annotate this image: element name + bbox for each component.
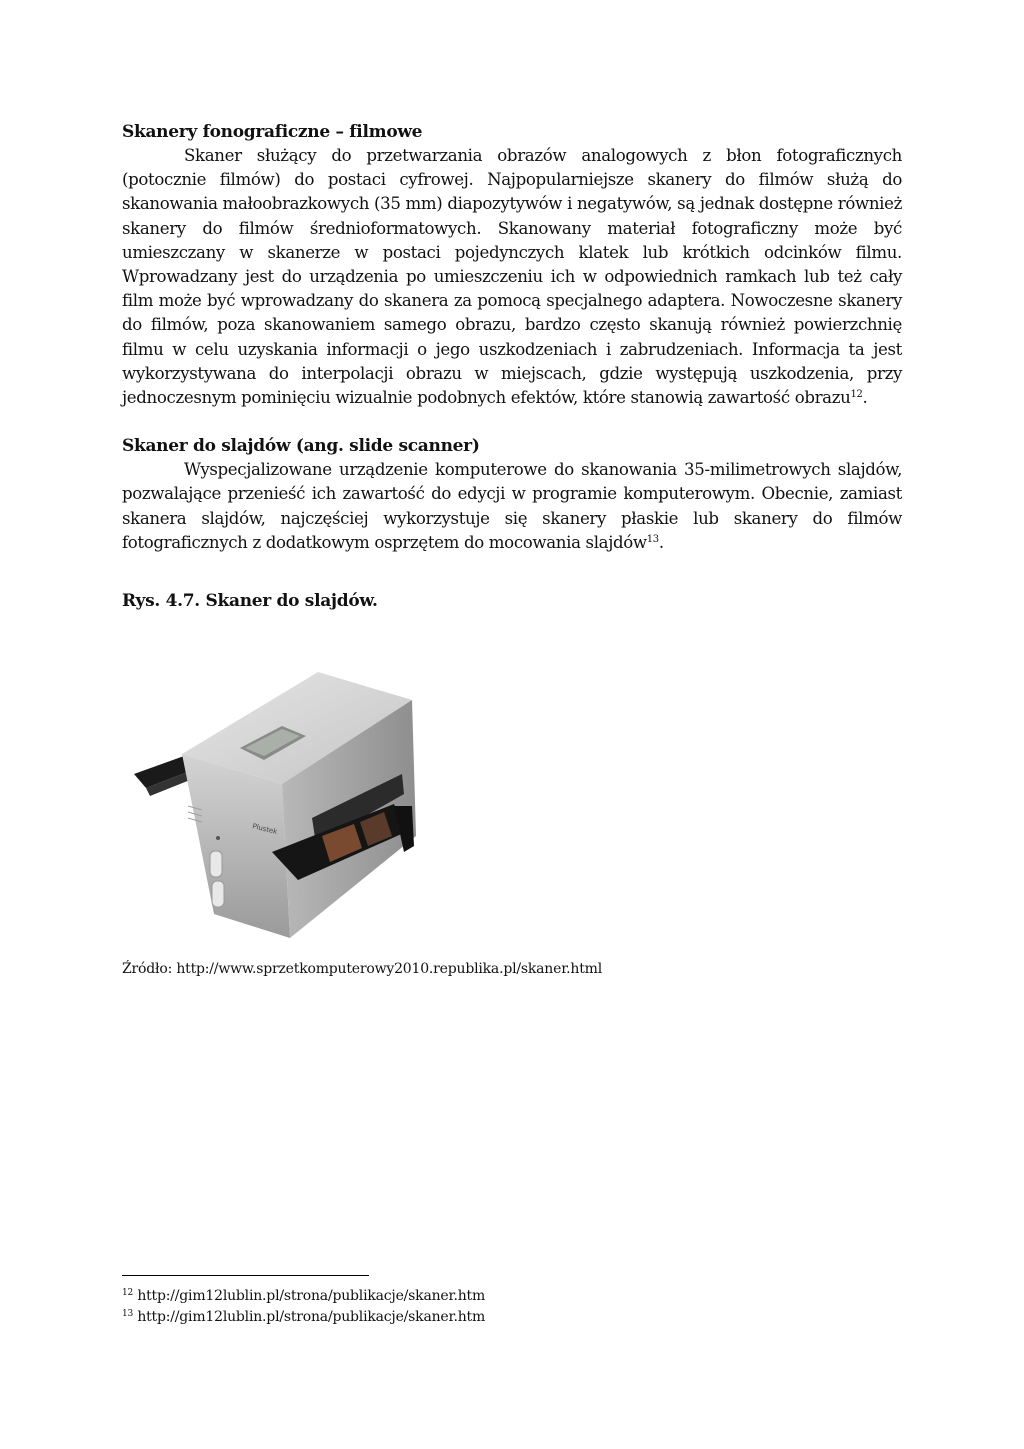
section-heading-slide-scanner: Skaner do slajdów (ang. slide scanner) xyxy=(122,436,480,457)
scanner-brand-label: Plustek xyxy=(251,822,279,837)
document-page xyxy=(122,120,902,979)
footnote-link[interactable]: http://gim12lublin.pl/strona/publikacje/skaner.htm xyxy=(133,1288,486,1304)
footnote-12: $^{12}$ http://gim12lublin.pl/strona/publikacje/skaner.htm xyxy=(122,1288,486,1304)
figure-caption: Rys. 4.7. Skaner do slajdów. xyxy=(122,591,378,612)
figure-source: Źródło: http://www.sprzetkomputerowy2010.republika.pl/skaner.html xyxy=(122,961,602,978)
slide-scanner-illustration xyxy=(122,656,422,956)
footnote-13: $^{13}$ http://gim12lublin.pl/strona/publikacje/skaner.htm xyxy=(122,1309,486,1325)
section-heading-film-scanners: Skanery fonograficzne – filmowe xyxy=(122,122,423,142)
slide-scanner-image xyxy=(122,656,422,956)
paragraph-text: Wyspecjalizowane urządzenie komputerowe do skanowania 35-milimetrowych slajdów, pozwalające przenieść ich zawartość do edycji w programie komputerowym. Obecnie, zamiast skanera slajdów, najczęściej wykorzystuje się skanery płaskie lub skanery do filmów fotograficznych z dodatkowym osprzętem do mocowania slajdów xyxy=(122,460,902,552)
footnotes xyxy=(122,1275,902,1328)
footnote-link[interactable]: http://gim12lublin.pl/strona/publikacje/skaner.htm xyxy=(133,1309,486,1325)
footnote-ref[interactable]: 12 xyxy=(850,389,863,401)
paragraph-slide-scanner: Wyspecjalizowane urządzenie komputerowe do skanowania 35-milimetrowych slajdów, pozwalające przenieść ich zawartość do edycji w programie komputerowym. Obecnie, zamiast skanera slajdów, najczęściej wykorzystuje się skanery płaskie lub skanery do filmów fotograficznych z dodatkowym osprzętem do mocowania slajdów$^{13}$. xyxy=(122,460,902,552)
paragraph-text: Skaner służący do przetwarzania obrazów analogowych z błon fotograficznych (potocznie filmów) do postaci cyfrowej. Najpopularniejsze skanery do filmów służą do skanowania małoobrazkowych (35 mm) diapozytywów i negatywów, są jednak dostępne również skanery do filmów średnioformatowych. Skanowany materiał fotograficzny może być umieszczany w skanerze w postaci pojedynczych klatek lub krótkich odcinków filmu. Wprowadzany jest do urządzenia po umieszczeniu ich w odpowiednich ramkach lub też cały film może być wprowadzany do skanera za pomocą specjalnego adaptera. Nowoczesne skanery do filmów, poza skanowaniem samego obrazu, bardzo często skanują również powierzchnię filmu w celu uzyskania informacji o jego uszkodzeniach i zabrudzeniach. Informacja ta jest wykorzystywana do interpolacji obrazu w miejscach, gdzie występują uszkodzenia, przy jednoczesnym pominięciu wizualnie podobnych efektów, które stanowią zawartość obrazu xyxy=(122,146,902,408)
paragraph-film-scanners: Skaner służący do przetwarzania obrazów analogowych z błon fotograficznych (potocznie filmów) do postaci cyfrowej. Najpopularniejsze skanery do filmów służą do skanowania małoobrazkowych (35 mm) diapozytywów i negatywów, są jednak dostępne również skanery do filmów średnioformatowych. Skanowany materiał fotograficzny może być umieszczany w skanerze w postaci pojedynczych klatek lub krótkich odcinków filmu. Wprowadzany jest do urządzenia po umieszczeniu ich w odpowiednich ramkach lub też cały film może być wprowadzany do skanera za pomocą specjalnego adaptera. Nowoczesne skanery do filmów, poza skanowaniem samego obrazu, bardzo często skanują również powierzchnię filmu w celu uzyskania informacji o jego uszkodzeniach i zabrudzeniach. Informacja ta jest wykorzystywana do interpolacji obrazu w miejscach, gdzie występują uszkodzenia, przy jednoczesnym pominięciu wizualnie podobnych efektów, które stanowią zawartość obrazu$^{12}$. xyxy=(122,146,902,408)
footnote-divider xyxy=(122,1275,369,1276)
footnote-ref[interactable]: 13 xyxy=(646,533,659,545)
